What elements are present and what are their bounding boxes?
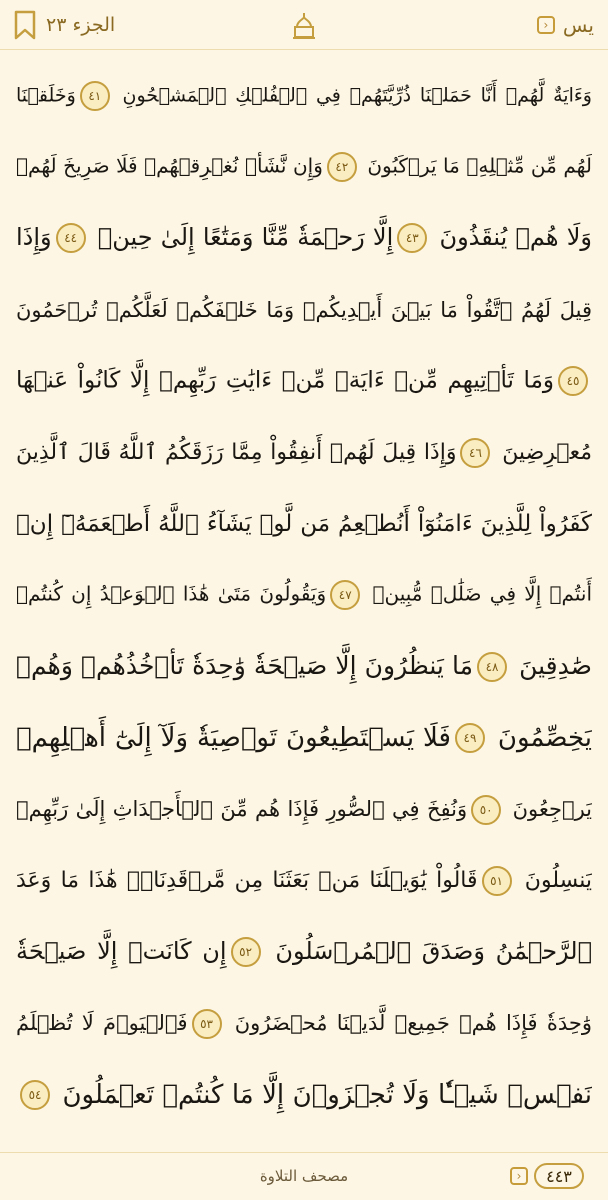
- ayah-text[interactable]: إِن كَانَتۡ إِلَّا صَيۡحَةٗ: [16, 937, 227, 966]
- quran-line: [16, 346, 592, 417]
- ayah-number-marker[interactable]: ٤٦: [460, 438, 490, 468]
- ayah-number-marker[interactable]: ٤٩: [455, 723, 485, 753]
- ayah-text[interactable]: إِلَّا رَحۡمَةٗ مِّنَّا وَمَتَٰعًا إِلَىٰ حِينٖ: [97, 223, 394, 252]
- ayah-text[interactable]: ٱلرَّحۡمَٰنُ وَصَدَقَ ٱلۡمُرۡسَلُونَ: [275, 937, 592, 966]
- line-text: [16, 580, 592, 610]
- juz-group[interactable]: [14, 10, 115, 40]
- ayah-number-marker[interactable]: ٤٥: [558, 366, 588, 396]
- ayah-text[interactable]: كَفَرُواْ لِلَّذِينَ ءَامَنُوٓاْ أَنُطۡعِمُ مَن لَّوۡ يَشَآءُ ٱللَّهُ أَطۡعَمَهُۥٓ إِنۡ: [16, 511, 592, 538]
- ayah-text[interactable]: وَلَا هُمۡ يُنقَذُونَ: [439, 223, 592, 252]
- surah-name: يس: [562, 12, 594, 37]
- ayah-text[interactable]: صَٰدِقِينَ: [519, 651, 592, 681]
- mushaf-label: مصحف التلاوة: [259, 1167, 349, 1185]
- line-text: [16, 152, 592, 182]
- ayah-number-marker[interactable]: ٥٣: [192, 1009, 222, 1039]
- surah-selector[interactable]: [537, 13, 594, 37]
- ayah-number-marker[interactable]: ٤٧: [330, 580, 360, 610]
- line-text: [16, 937, 592, 967]
- line-text: [16, 298, 592, 322]
- line-text: [16, 651, 592, 682]
- ayah-text[interactable]: يَنسِلُونَ: [524, 867, 592, 893]
- ayah-text[interactable]: وَإِذَا قِيلَ لَهُمۡ أَنفِقُواْ مِمَّا رَزَقَكُمُ ٱللَّهُ قَالَ ٱلَّذِينَ: [16, 439, 457, 465]
- ayah-text[interactable]: قِيلَ لَهُمُ ٱتَّقُواْ مَا بَيۡنَ أَيۡدِيكُمۡ وَمَا خَلۡفَكُمۡ لَعَلَّكُمۡ تُرۡحَمُونَ: [16, 297, 592, 322]
- ayah-text[interactable]: نَفۡسٞ شَيۡـٔٗا وَلَا تُجۡزَوۡنَ إِلَّا مَا كُنتُمۡ تَعۡمَلُونَ: [62, 1079, 592, 1110]
- ayah-text[interactable]: وَإِن نَّشَأۡ نُغۡرِقۡهُمۡ فَلَا صَرِيخَ لَهُمۡ: [16, 153, 323, 178]
- chevron-right-icon[interactable]: ›: [537, 16, 555, 34]
- quran-line: [16, 274, 592, 345]
- ayah-text[interactable]: وَخَلَقۡنَا: [16, 84, 76, 107]
- ayah-text[interactable]: وَءَايَةٌ لَّهُمۡ أَنَّا حَمَلۡنَا ذُرِّيَّتَهُمۡ فِي ٱلۡفُلۡكِ ٱلۡمَشۡحُونِ: [122, 84, 592, 107]
- mosque-icon[interactable]: [292, 12, 316, 40]
- quran-line: [16, 845, 592, 916]
- line-text: [16, 438, 592, 468]
- quran-line: [16, 131, 592, 202]
- quran-line: [16, 631, 592, 702]
- quran-line: [16, 203, 592, 274]
- quran-line: [16, 774, 592, 845]
- quran-line: [16, 1059, 592, 1130]
- ayah-number-marker[interactable]: ٤٨: [477, 652, 507, 682]
- bookmark-icon[interactable]: [14, 10, 36, 40]
- ayah-number-marker[interactable]: ٥١: [482, 866, 512, 896]
- line-text: [16, 1009, 592, 1039]
- bottom-bar: [0, 1152, 608, 1200]
- page-selector[interactable]: [510, 1163, 584, 1189]
- chevron-right-icon[interactable]: ›: [510, 1167, 528, 1185]
- page-number: ٤٤٣: [534, 1163, 584, 1189]
- ayah-text[interactable]: فَٱلۡيَوۡمَ لَا تُظۡلَمُ: [16, 1010, 188, 1035]
- ayah-number-marker[interactable]: ٤٢: [327, 152, 357, 182]
- juz-label: الجزء ٢٣: [46, 13, 116, 36]
- ayah-number-marker[interactable]: ٥٢: [231, 937, 261, 967]
- quran-line: [16, 560, 592, 631]
- ayah-text[interactable]: يَرۡجِعُونَ: [512, 796, 592, 821]
- ayah-number-marker[interactable]: ٥٤: [20, 1080, 50, 1110]
- line-text: [16, 866, 592, 896]
- ayah-text[interactable]: مُعۡرِضِينَ: [502, 439, 592, 465]
- line-text: [16, 223, 592, 253]
- quran-page-text[interactable]: [16, 60, 592, 1131]
- quran-line: [16, 703, 592, 774]
- ayah-text[interactable]: وَإِذَا: [16, 223, 52, 252]
- line-text: [16, 511, 592, 537]
- ayah-text[interactable]: لَهُم مِّن مِّثۡلِهِۦ مَا يَرۡكَبُونَ: [367, 153, 592, 178]
- line-text: [16, 81, 592, 111]
- quran-line: [16, 988, 592, 1059]
- ayah-text[interactable]: أَنتُمۡ إِلَّا فِي ضَلَٰلٖ مُّبِينٖ: [372, 581, 592, 606]
- line-text: [16, 366, 592, 396]
- ayah-number-marker[interactable]: ٤١: [80, 81, 110, 111]
- quran-line: [16, 417, 592, 488]
- ayah-text[interactable]: فَلَا يَسۡتَطِيعُونَ تَوۡصِيَةٗ وَلَآ إِلَىٰٓ أَهۡلِهِمۡ: [16, 722, 451, 753]
- line-text: [16, 1080, 592, 1111]
- ayah-text[interactable]: مَا يَنظُرُونَ إِلَّا صَيۡحَةٗ وَٰحِدَةٗ تَأۡخُذُهُمۡ وَهُمۡ: [16, 651, 473, 681]
- ayah-number-marker[interactable]: ٥٠: [471, 795, 501, 825]
- line-text: [16, 795, 592, 825]
- ayah-text[interactable]: وَنُفِخَ فِي ٱلصُّورِ فَإِذَا هُم مِّنَ ٱلۡأَجۡدَاثِ إِلَىٰ رَبِّهِمۡ: [16, 796, 468, 821]
- ayah-text[interactable]: قَالُواْ يَٰوَيۡلَنَا مَنۢ بَعَثَنَا مِن مَّرۡقَدِنَاۜۗ هَٰذَا مَا وَعَدَ: [16, 867, 478, 893]
- line-text: [16, 723, 592, 754]
- quran-line: [16, 917, 592, 988]
- ayah-text[interactable]: وَيَقُولُونَ مَتَىٰ هَٰذَا ٱلۡوَعۡدُ إِن كُنتُمۡ: [16, 581, 327, 606]
- ayah-number-marker[interactable]: ٤٣: [397, 223, 427, 253]
- ayah-text[interactable]: وَٰحِدَةٗ فَإِذَا هُمۡ جَمِيعٞ لَّدَيۡنَا مُحۡضَرُونَ: [234, 1010, 592, 1035]
- ayah-text[interactable]: يَخِصِّمُونَ: [497, 722, 592, 753]
- quran-line: [16, 60, 592, 131]
- quran-line: [16, 488, 592, 559]
- ayah-number-marker[interactable]: ٤٤: [56, 223, 86, 253]
- ayah-text[interactable]: وَمَا تَأۡتِيهِم مِّنۡ ءَايَةٖ مِّنۡ ءَايَٰتِ رَبِّهِمۡ إِلَّا كَانُواْ عَنۡهَا: [16, 367, 554, 394]
